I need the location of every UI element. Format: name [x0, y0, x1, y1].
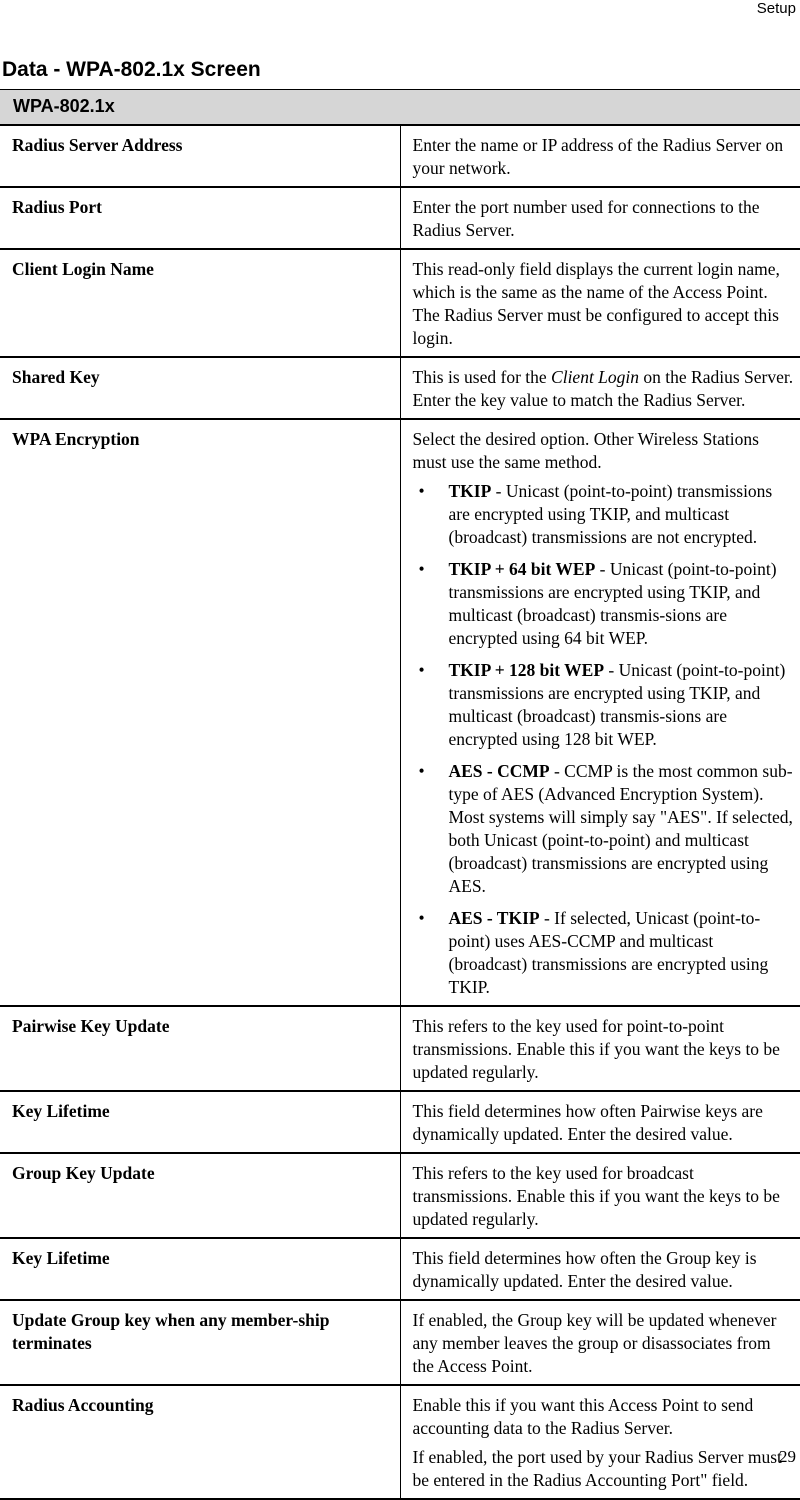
table-row	[0, 187, 800, 249]
description-text: This field determines how often the Group key is dynamically updated. Enter the desired value.	[412, 1248, 757, 1291]
table-row	[0, 1385, 800, 1499]
description-text: This refers to the key used for point-to-point transmissions. Enable this if you want the keys to be updated regularly.	[412, 1016, 780, 1082]
table-row	[0, 1091, 800, 1153]
page-number: 29	[779, 1447, 796, 1466]
row-label: Radius Port	[0, 187, 400, 249]
settings-table	[0, 89, 800, 1500]
encryption-options-list	[413, 480, 795, 999]
table-row	[0, 125, 800, 187]
description-text: Select the desired option. Other Wireless Stations must use the same method.	[412, 429, 759, 472]
row-description	[400, 249, 800, 357]
description-text: This field determines how often Pairwise keys are dynamically updated. Enter the desired value.	[412, 1101, 763, 1144]
bullet-icon: •	[418, 559, 425, 579]
list-item: • AES - TKIP - If selected, Unicast (point-to-point) uses AES-CCMP and multicast (broadcast) transmissions are encrypted using TKIP.	[418, 908, 769, 997]
list-item: • TKIP + 128 bit WEP - Unicast (point-to-point) transmissions are encrypted using TKIP, and multicast (broadcast) transmis-sions are encrypted using 128 bit WEP.	[418, 660, 786, 749]
section-title: Data - WPA-802.1x Screen	[2, 58, 261, 81]
row-description	[400, 1385, 800, 1499]
row-description	[400, 1153, 800, 1238]
description-text: Enable this if you want this Access Point to send accounting data to the Radius Server.	[412, 1395, 754, 1438]
bullet-icon: •	[418, 481, 425, 501]
row-label: WPA Encryption	[0, 419, 400, 1006]
table-row	[0, 1006, 800, 1091]
table-row	[0, 1238, 800, 1300]
list-item: • AES - CCMP - CCMP is the most common sub-type of AES (Advanced Encryption System). Most systems will simply say "AES". If selected, both Unicast (point-to-point) and multicast (broadcast) transmissions are encrypted using AES.	[418, 761, 793, 896]
row-description	[400, 1091, 800, 1153]
row-description	[400, 1300, 800, 1385]
description-text: This read-only field displays the current login name, which is the same as the name of the Access Point. The Radius Server must be configured to accept this login.	[412, 259, 780, 348]
table-row	[0, 1153, 800, 1238]
row-label: Key Lifetime	[0, 1091, 400, 1153]
row-description	[400, 357, 800, 419]
row-label: Pairwise Key Update	[0, 1006, 400, 1091]
table-row	[0, 249, 800, 357]
list-item: • TKIP + 64 bit WEP - Unicast (point-to-point) transmissions are encrypted using TKIP, and multicast (broadcast) transmis-sions are encrypted using 64 bit WEP.	[418, 559, 777, 648]
list-item: • TKIP - Unicast (point-to-point) transmissions are encrypted using TKIP, and multicast (broadcast) transmissions are not encrypted.	[418, 481, 773, 547]
table-heading-row	[0, 90, 800, 126]
bullet-icon: •	[418, 761, 425, 781]
row-label: Group Key Update	[0, 1153, 400, 1238]
description-text: This refers to the key used for broadcast transmissions. Enable this if you want the keys to be updated regularly.	[412, 1163, 780, 1229]
row-description	[400, 419, 800, 1006]
row-description	[400, 1238, 800, 1300]
row-label: Radius Server Address	[0, 125, 400, 187]
row-label: Client Login Name	[0, 249, 400, 357]
description-text: Enter the name or IP address of the Radius Server on your network.	[412, 135, 784, 178]
description-text: Enter the port number used for connections to the Radius Server.	[412, 197, 760, 240]
row-description	[400, 125, 800, 187]
description-text: This is used for the Client Login on the Radius Server. Enter the key value to match the Radius Server.	[412, 367, 794, 410]
row-label: Update Group key when any member-ship terminates	[0, 1300, 400, 1385]
description-text: If enabled, the port used by your Radius Server must be entered in the Radius Accounting Port" field.	[412, 1447, 782, 1490]
table-heading: WPA-802.1x	[0, 90, 800, 126]
table-row	[0, 1300, 800, 1385]
row-label: Shared Key	[0, 357, 400, 419]
description-text: If enabled, the Group key will be updated whenever any member leaves the group or disassociates from the Access Point.	[412, 1310, 777, 1376]
row-description	[400, 1006, 800, 1091]
row-label: Key Lifetime	[0, 1238, 400, 1300]
bullet-icon: •	[418, 908, 425, 928]
bullet-icon: •	[418, 660, 425, 680]
table-row	[0, 357, 800, 419]
row-description	[400, 187, 800, 249]
running-header: Setup	[756, 0, 796, 17]
client-login-term: Client Login	[551, 367, 640, 387]
row-label: Radius Accounting	[0, 1385, 400, 1499]
table-row	[0, 419, 800, 1006]
